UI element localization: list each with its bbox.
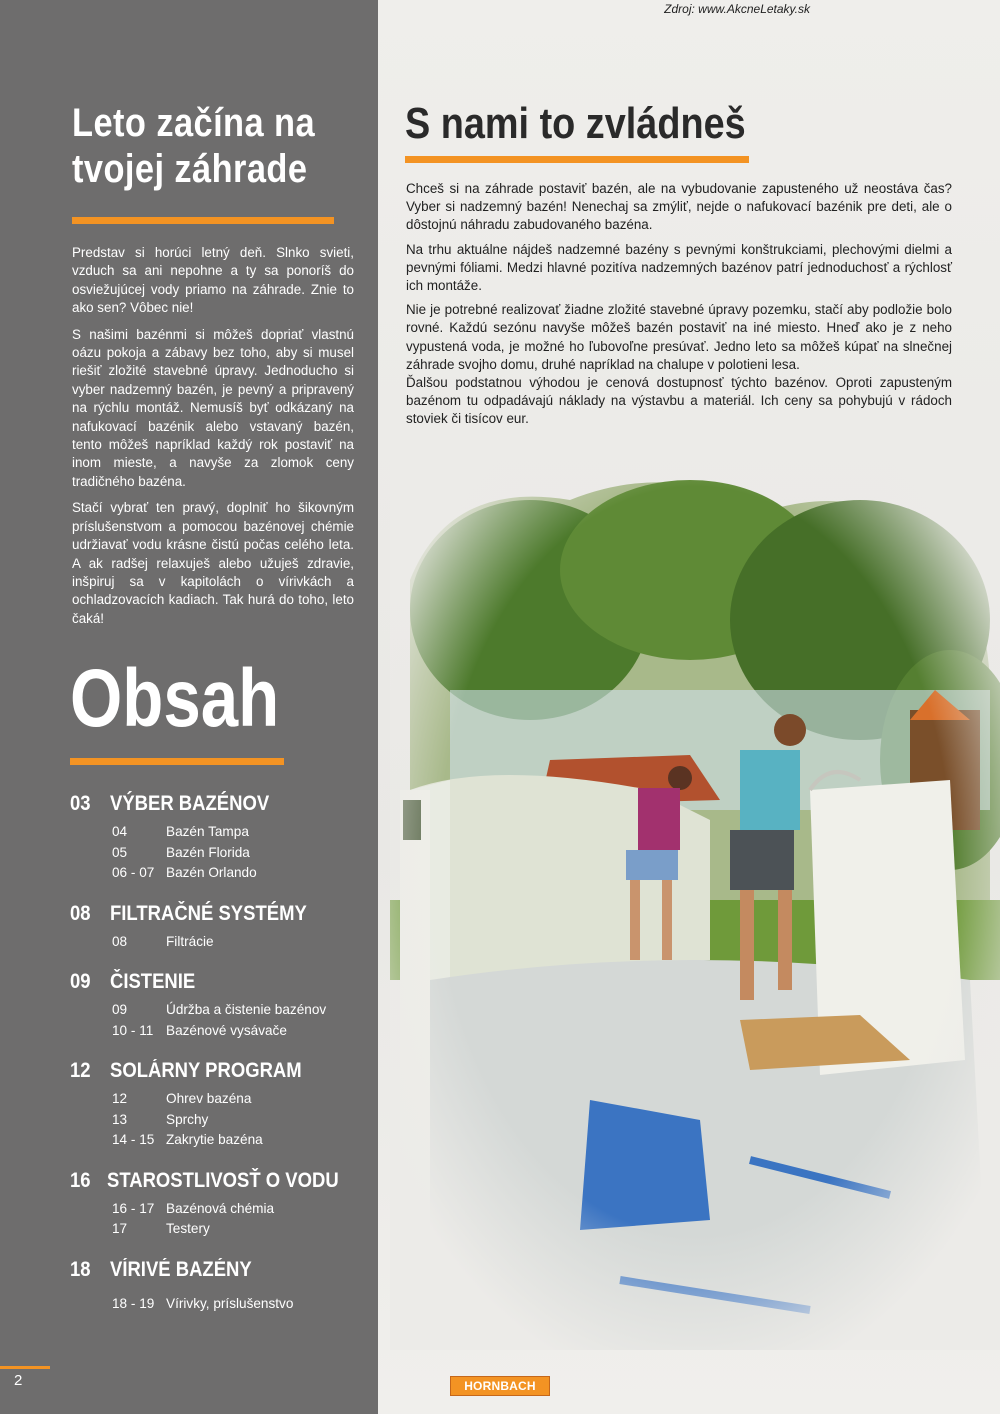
toc-section[interactable] [70, 902, 370, 953]
toc-item-page: 09 [112, 1002, 128, 1017]
toc-item[interactable] [70, 1021, 370, 1042]
right-title: S nami to zvládneš [405, 99, 746, 148]
toc-item[interactable] [70, 1110, 370, 1131]
toc-item[interactable] [70, 1219, 370, 1240]
right-paragraph: Na trhu aktuálne nájdeš nadzemné bazény s pevnými konštrukciami, plechovými dielmi a pevnými fóliami. Medzi hlavné pozitíva nadzemných bazénov patrí jednoduchosť a rýchlosť ich montáže. [406, 241, 952, 294]
toc-section[interactable] [70, 970, 370, 1041]
hornbach-logo[interactable] [450, 1376, 550, 1396]
toc-item-page: 14 - 15 [112, 1132, 155, 1147]
toc-item-page: 04 [112, 824, 128, 839]
toc-section[interactable] [70, 1169, 370, 1240]
page-number-rule [0, 1366, 50, 1369]
logo-text: HORNBACH [464, 1379, 536, 1393]
left-title-line1: Leto začína na [72, 101, 316, 145]
toc-item[interactable] [70, 843, 370, 864]
toc-section-number: 16 [70, 1168, 91, 1192]
pool-assembly-photo [390, 460, 1000, 1350]
right-paragraph: Chceš si na záhrade postaviť bazén, ale na vybudovanie zapusteného už neostáva čas? Vyber si nadzemný bazén! Nenechaj sa zmýliť, nejde o nafukovací bazénik pre deti, ale o dôstojnú náhradu zabudovaného bazéna. [406, 181, 952, 233]
toc-item-name: Zakrytie bazéna [166, 1132, 263, 1147]
toc-item-page: 05 [112, 844, 128, 860]
toc-item-name: Údržba a čistenie bazénov [166, 1002, 327, 1017]
toc-section-number: 12 [70, 1059, 91, 1082]
toc-item[interactable] [70, 863, 370, 884]
source-note[interactable]: Zdroj: www.AkcneLetaky.sk [664, 2, 810, 16]
right-paragraph: Nie je potrebné realizovať žiadne zložité stavebné úpravy pozemku, stačí aby podložie bolo rovné. Každú sezónu navyše môžeš bazén postaviť na iné miesto. Hneď ako je z neho vypustená voda, je možné ho ľubovoľne presúvať. Jedno leto sa môžeš kúpať na slnečnej záhrade svojho domu, druhé napríklad na chalupe v polotieni lesa. [406, 302, 952, 372]
toc-item[interactable] [70, 932, 370, 953]
toc-item[interactable] [70, 1294, 370, 1315]
toc-section-label[interactable]: VÝBER BAZÉNOV [110, 792, 270, 815]
toc-section-label[interactable]: SOLÁRNY PROGRAM [110, 1059, 302, 1082]
toc-item[interactable] [70, 1000, 370, 1021]
toc-item-page: 13 [112, 1111, 128, 1127]
toc-item-page: 18 - 19 [112, 1295, 155, 1311]
toc-item-page: 12 [112, 1091, 128, 1106]
toc-title-rule [70, 758, 284, 765]
toc-item-name: Bazénové vysávače [166, 1022, 287, 1038]
toc-section-label[interactable]: STAROSTLIVOSŤ O VODU [106, 1168, 339, 1192]
toc-item-name: Ohrev bazéna [166, 1091, 252, 1106]
toc-title: Obsah [70, 653, 280, 744]
toc-section-number: 18 [70, 1257, 91, 1281]
left-title-line2: tvojej záhrade [72, 147, 308, 191]
toc-item-page: 06 - 07 [112, 865, 155, 880]
toc-section-label[interactable]: VÍRIVÉ BAZÉNY [110, 1257, 252, 1281]
toc-item[interactable] [70, 1130, 370, 1151]
toc-item[interactable] [70, 822, 370, 843]
toc-item-name: Bazén Tampa [166, 824, 249, 839]
intro-paragraph: Stačí vybrať ten pravý, doplniť ho šikovným príslušenstvom a pomocou bazénovej chémie udržiavať vodu krásne čistú počas celého leta. A ak radšej relaxuješ alebo užuješ zdravie, inšpiruj sa v kapitolách o vírivkách a ochladzovacích kadiach. Tak hurá do toho, leto čaká! [72, 500, 354, 626]
toc-item-name: Sprchy [166, 1111, 209, 1127]
intro-paragraph: S našimi bazénmi si môžeš dopriať vlastnú oázu pokoja a zábavy bez toho, aby si musel riešiť zložité stavebné úpravy. Jednoducho si vyber nadzemný bazén, je pevný a pripravený na rýchlu montáž. Nemusíš byť odkázaný na nafukovací bazénik alebo vstavaný bazén, tento môžeš napríklad každý rok postaviť na inom mieste, a navyše za zlomok ceny tradičného bazéna. [72, 326, 354, 489]
right-title-rule [405, 156, 749, 163]
right-paragraph: Ďalšou podstatnou výhodou je cenová dostupnosť týchto bazénov. Oproti zapusteným bazénom tu odpadávajú náklady na výstavbu a materiál. Ich ceny sa pohybujú v rádoch stoviek či tisícov eur. [406, 375, 952, 427]
intro-text [72, 244, 354, 636]
toc-section[interactable] [70, 1059, 370, 1151]
toc-item-page: 16 - 17 [112, 1200, 155, 1216]
left-title-rule [72, 217, 334, 224]
toc-item-name: Bazén Florida [166, 844, 250, 860]
right-text [406, 180, 952, 435]
toc-item-page: 17 [112, 1221, 128, 1236]
toc-item-name: Vírivky, príslušenstvo [166, 1295, 294, 1311]
toc-section-number: 09 [70, 970, 91, 993]
toc-item-name: Bazén Orlando [166, 865, 257, 880]
toc-section-label[interactable]: FILTRAČNÉ SYSTÉMY [110, 901, 307, 925]
toc-section[interactable] [70, 1258, 370, 1315]
toc-item-name: Testery [166, 1221, 210, 1236]
toc-item[interactable] [70, 1199, 370, 1220]
toc-section-number: 03 [70, 792, 91, 815]
toc-section-number: 08 [70, 901, 91, 925]
toc-item-page: 10 - 11 [112, 1022, 154, 1038]
toc-item-name: Filtrácie [166, 933, 214, 949]
page-number: 2 [14, 1372, 23, 1389]
toc-item[interactable] [70, 1089, 370, 1110]
toc-section-label[interactable]: ČISTENIE [110, 970, 196, 993]
table-of-contents [70, 792, 370, 1314]
toc-item-page: 08 [112, 933, 128, 949]
toc-section[interactable] [70, 792, 370, 884]
left-title [72, 100, 321, 192]
intro-paragraph: Predstav si horúci letný deň. Slnko svieti, vzduch sa ani nepohne a ty sa ponoríš do osviežujúcej vody priamo na záhrade. Znie to ako sen? Vôbec nie! [72, 245, 354, 316]
toc-item-name: Bazénová chémia [166, 1200, 275, 1216]
